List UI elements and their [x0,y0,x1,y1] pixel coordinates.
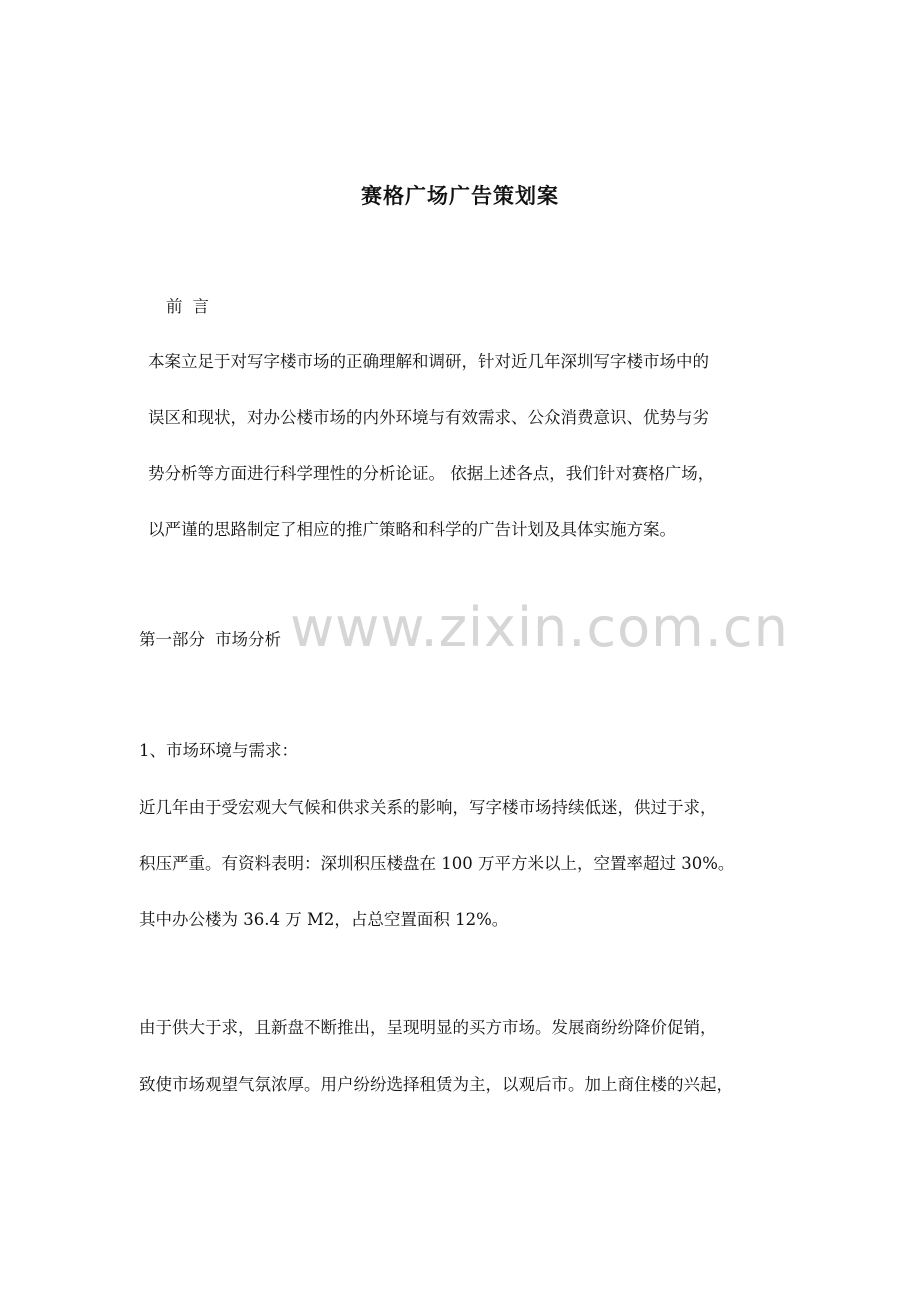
preface-line-3: 势分析等方面进行科学理性的分析论证。 依据上述各点，我们针对赛格广场， [148,464,715,483]
paragraph-2-line-2: 致使市场观望气氛浓厚。用户纷纷选择租赁为主，以观后市。加上商住楼的兴起， [139,1075,733,1094]
paragraph-2-line-1: 由于供大于求，且新盘不断推出，呈现明显的买方市场。发展商纷纷降价促销， [139,1018,717,1037]
preface-heading: 前言 [166,297,219,316]
part-heading [139,628,281,652]
part-label: 第一部分 [139,630,205,649]
paragraph-1-line-1: 近几年由于受宏观大气候和供求关系的影响，写字楼市场持续低迷，供过于求， [139,798,717,817]
watermark-text: www.zixin.com.cn [290,596,789,659]
document-title: 赛格广场广告策划案 [361,183,559,208]
preface-line-1: 本案立足于对写字楼市场的正确理解和调研，针对近几年深圳写字楼市场中的 [148,352,709,371]
section-heading: 1、市场环境与需求： [139,741,298,760]
preface-line-4: 以严谨的思路制定了相应的推广策略和科学的广告计划及具体实施方案。 [148,520,676,539]
paragraph-1-line-2: 积压严重。有资料表明：深圳积压楼盘在 100 万平方米以上，空置率超过 30%。 [139,854,735,873]
part-title: 市场分析 [215,630,281,649]
paragraph-1-line-3: 其中办公楼为 36.4 万 M2，占总空置面积 12%。 [139,910,509,929]
preface-line-2: 误区和现状，对办公楼市场的内外环境与有效需求、公众消费意识、优势与劣 [148,408,709,427]
